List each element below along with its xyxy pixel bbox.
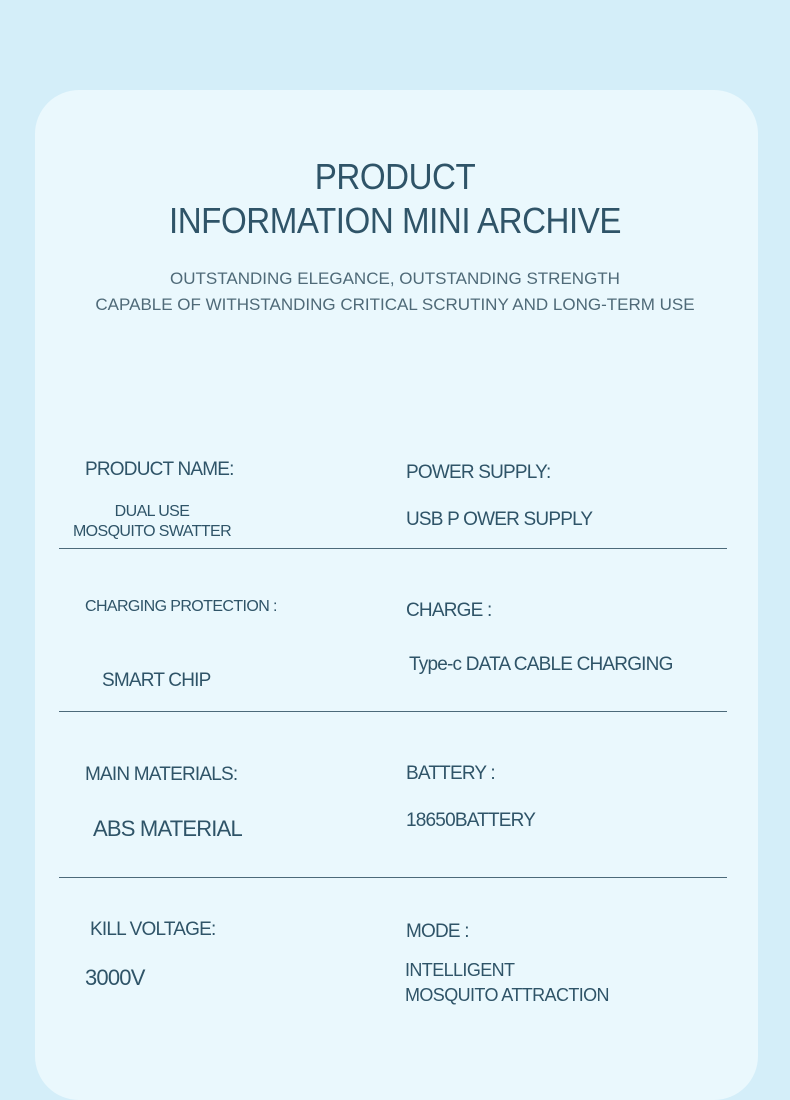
charge-value: Type-c DATA CABLE CHARGING (409, 654, 673, 675)
charging-protection-label: CHARGING PROTECTION : (85, 598, 277, 615)
charge-label: CHARGE : (406, 600, 492, 621)
page-title-line1: PRODUCT (314, 156, 476, 197)
row-divider-1 (59, 548, 727, 549)
mode-value-line2: MOSQUITO ATTRACTION (405, 985, 609, 1005)
battery-value: 18650BATTERY (406, 810, 536, 831)
page-subtitle-line2: CAPABLE OF WITHSTANDING CRITICAL SCRUTINY AND LONG-TERM USE (95, 295, 695, 314)
product-name-value-line2: MOSQUITO SWATTER (72, 523, 232, 540)
row-divider-2 (59, 711, 727, 712)
power-supply-value: USB P OWER SUPPLY (406, 509, 593, 530)
main-materials-label: MAIN MATERIALS: (85, 764, 238, 785)
power-supply-label: POWER SUPPLY: (406, 462, 551, 483)
page-subtitle-line1: OUTSTANDING ELEGANCE, OUTSTANDING STRENGTH (170, 269, 620, 288)
kill-voltage-label: KILL VOLTAGE: (90, 919, 216, 940)
mode-value-line1: INTELLIGENT (405, 960, 515, 980)
mode-label: MODE : (406, 921, 469, 942)
main-materials-value: ABS MATERIAL (93, 816, 242, 841)
battery-label: BATTERY : (406, 763, 495, 784)
page-title-line2: INFORMATION MINI ARCHIVE (168, 200, 622, 241)
row-divider-3 (59, 877, 727, 878)
kill-voltage-value: 3000V (85, 965, 145, 990)
product-name-label: PRODUCT NAME: (85, 459, 234, 480)
charging-protection-value: SMART CHIP (102, 670, 211, 691)
product-name-value-line1: DUAL USE (114, 503, 190, 520)
